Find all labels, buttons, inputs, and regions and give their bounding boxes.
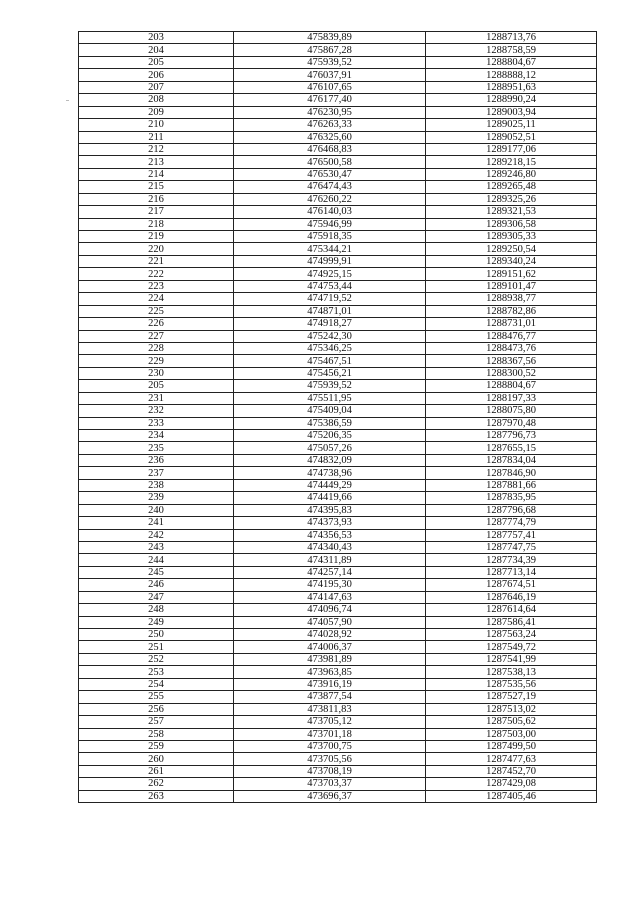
point-number-cell: 204 (79, 44, 234, 56)
point-number-cell: 236 (79, 454, 234, 466)
x-coordinate-cell: 474356,53 (234, 529, 426, 541)
y-coordinate-cell: 1287541,99 (426, 653, 597, 665)
table-row (79, 56, 597, 68)
x-coordinate-cell: 476260,22 (234, 193, 426, 205)
x-coordinate-cell: 475409,04 (234, 405, 426, 417)
x-coordinate-cell: 475918,35 (234, 231, 426, 243)
y-coordinate-cell: 1289325,26 (426, 193, 597, 205)
x-coordinate-cell: 473696,37 (234, 790, 426, 802)
point-number-cell: 261 (79, 765, 234, 777)
table-row (79, 790, 597, 802)
x-coordinate-cell: 474340,43 (234, 541, 426, 553)
y-coordinate-cell: 1289151,62 (426, 268, 597, 280)
y-coordinate-cell: 1289340,24 (426, 255, 597, 267)
x-coordinate-cell: 476500,58 (234, 156, 426, 168)
y-coordinate-cell: 1287881,66 (426, 479, 597, 491)
x-coordinate-cell: 475946,99 (234, 218, 426, 230)
x-coordinate-cell: 476325,60 (234, 131, 426, 143)
x-coordinate-cell: 474311,89 (234, 554, 426, 566)
table-row (79, 131, 597, 143)
table-row (79, 716, 597, 728)
x-coordinate-cell: 474195,30 (234, 579, 426, 591)
y-coordinate-cell: 1289218,15 (426, 156, 597, 168)
table-row (79, 342, 597, 354)
x-coordinate-cell: 474419,66 (234, 492, 426, 504)
point-number-cell: 230 (79, 367, 234, 379)
y-coordinate-cell: 1287655,15 (426, 442, 597, 454)
y-coordinate-cell: 1289025,11 (426, 119, 597, 131)
point-number-cell: 222 (79, 268, 234, 280)
table-row (79, 454, 597, 466)
point-number-cell: 245 (79, 566, 234, 578)
point-number-cell: 211 (79, 131, 234, 143)
table-row (79, 728, 597, 740)
table-row (79, 181, 597, 193)
y-coordinate-cell: 1288300,52 (426, 367, 597, 379)
x-coordinate-cell: 474871,01 (234, 305, 426, 317)
table-row (79, 504, 597, 516)
x-coordinate-cell: 475386,59 (234, 417, 426, 429)
table-row (79, 778, 597, 790)
table-row (79, 616, 597, 628)
point-number-cell: 253 (79, 666, 234, 678)
x-coordinate-cell: 475939,52 (234, 56, 426, 68)
table-row (79, 765, 597, 777)
point-number-cell: 217 (79, 206, 234, 218)
point-number-cell: 215 (79, 181, 234, 193)
point-number-cell: 208 (79, 94, 234, 106)
x-coordinate-cell: 476468,83 (234, 143, 426, 155)
x-coordinate-cell: 474057,90 (234, 616, 426, 628)
y-coordinate-cell: 1289321,53 (426, 206, 597, 218)
point-number-cell: 218 (79, 218, 234, 230)
y-coordinate-cell: 1287538,13 (426, 666, 597, 678)
x-coordinate-cell: 475467,51 (234, 355, 426, 367)
y-coordinate-cell: 1289101,47 (426, 280, 597, 292)
table-row (79, 318, 597, 330)
table-row (79, 305, 597, 317)
point-number-cell: 225 (79, 305, 234, 317)
table-row (79, 243, 597, 255)
table-row (79, 753, 597, 765)
table-row (79, 32, 597, 44)
point-number-cell: 234 (79, 430, 234, 442)
point-number-cell: 262 (79, 778, 234, 790)
y-coordinate-cell: 1287796,68 (426, 504, 597, 516)
table-row (79, 44, 597, 56)
y-coordinate-cell: 1288713,76 (426, 32, 597, 44)
table-row (79, 355, 597, 367)
table-row (79, 69, 597, 81)
table-row (79, 666, 597, 678)
point-number-cell: 224 (79, 293, 234, 305)
table-row (79, 106, 597, 118)
y-coordinate-cell: 1287527,19 (426, 691, 597, 703)
x-coordinate-cell: 474449,29 (234, 479, 426, 491)
point-number-cell: 238 (79, 479, 234, 491)
x-coordinate-cell: 473981,89 (234, 653, 426, 665)
y-coordinate-cell: 1288951,63 (426, 81, 597, 93)
x-coordinate-cell: 473700,75 (234, 740, 426, 752)
x-coordinate-cell: 476530,47 (234, 168, 426, 180)
x-coordinate-cell: 473703,37 (234, 778, 426, 790)
table-row (79, 442, 597, 454)
table-row (79, 330, 597, 342)
point-number-cell: 213 (79, 156, 234, 168)
point-number-cell: 246 (79, 579, 234, 591)
x-coordinate-cell: 475867,28 (234, 44, 426, 56)
x-coordinate-cell: 474918,27 (234, 318, 426, 330)
y-coordinate-cell: 1287713,14 (426, 566, 597, 578)
y-coordinate-cell: 1287834,04 (426, 454, 597, 466)
point-number-cell: 249 (79, 616, 234, 628)
table-row (79, 703, 597, 715)
y-coordinate-cell: 1287563,24 (426, 629, 597, 641)
point-number-cell: 241 (79, 517, 234, 529)
point-number-cell: 237 (79, 467, 234, 479)
table-row (79, 517, 597, 529)
point-number-cell: 257 (79, 716, 234, 728)
x-coordinate-cell: 474925,15 (234, 268, 426, 280)
y-coordinate-cell: 1288075,80 (426, 405, 597, 417)
point-number-cell: 216 (79, 193, 234, 205)
table-row (79, 541, 597, 553)
table-row (79, 231, 597, 243)
point-number-cell: 220 (79, 243, 234, 255)
x-coordinate-cell: 473705,56 (234, 753, 426, 765)
table-row (79, 579, 597, 591)
point-number-cell: 256 (79, 703, 234, 715)
point-number-cell: 219 (79, 231, 234, 243)
x-coordinate-cell: 475939,52 (234, 380, 426, 392)
y-coordinate-cell: 1287674,51 (426, 579, 597, 591)
x-coordinate-cell: 473963,85 (234, 666, 426, 678)
table-row (79, 94, 597, 106)
x-coordinate-cell: 475242,30 (234, 330, 426, 342)
x-coordinate-cell: 476037,91 (234, 69, 426, 81)
table-row (79, 119, 597, 131)
point-number-cell: 248 (79, 604, 234, 616)
y-coordinate-cell: 1287513,02 (426, 703, 597, 715)
point-number-cell: 255 (79, 691, 234, 703)
x-coordinate-cell: 476107,65 (234, 81, 426, 93)
point-number-cell: 240 (79, 504, 234, 516)
y-coordinate-cell: 1288758,59 (426, 44, 597, 56)
y-coordinate-cell: 1287757,41 (426, 529, 597, 541)
x-coordinate-cell: 475206,35 (234, 430, 426, 442)
y-coordinate-cell: 1287614,64 (426, 604, 597, 616)
x-coordinate-cell: 473916,19 (234, 678, 426, 690)
y-coordinate-cell: 1288938,77 (426, 293, 597, 305)
table-row (79, 417, 597, 429)
y-coordinate-cell: 1288476,77 (426, 330, 597, 342)
x-coordinate-cell: 474753,44 (234, 280, 426, 292)
table-row (79, 604, 597, 616)
table-row (79, 218, 597, 230)
y-coordinate-cell: 1287774,79 (426, 517, 597, 529)
point-number-cell: 226 (79, 318, 234, 330)
table-row (79, 740, 597, 752)
table-row (79, 81, 597, 93)
point-number-cell: 263 (79, 790, 234, 802)
table-row (79, 678, 597, 690)
x-coordinate-cell: 474373,93 (234, 517, 426, 529)
x-coordinate-cell: 476230,95 (234, 106, 426, 118)
point-number-cell: 254 (79, 678, 234, 690)
x-coordinate-cell: 475344,21 (234, 243, 426, 255)
table-row (79, 479, 597, 491)
y-coordinate-cell: 1288888,12 (426, 69, 597, 81)
point-number-cell: 223 (79, 280, 234, 292)
table-row (79, 405, 597, 417)
y-coordinate-cell: 1287846,90 (426, 467, 597, 479)
y-coordinate-cell: 1287499,50 (426, 740, 597, 752)
x-coordinate-cell: 473708,19 (234, 765, 426, 777)
y-coordinate-cell: 1287477,63 (426, 753, 597, 765)
table-row (79, 492, 597, 504)
x-coordinate-cell: 474719,52 (234, 293, 426, 305)
point-number-cell: 221 (79, 255, 234, 267)
point-number-cell: 207 (79, 81, 234, 93)
point-number-cell: 210 (79, 119, 234, 131)
table-row (79, 156, 597, 168)
point-number-cell: 228 (79, 342, 234, 354)
y-coordinate-cell: 1287429,08 (426, 778, 597, 790)
table-row (79, 430, 597, 442)
y-coordinate-cell: 1287586,41 (426, 616, 597, 628)
x-coordinate-cell: 475057,26 (234, 442, 426, 454)
y-coordinate-cell: 1287549,72 (426, 641, 597, 653)
point-number-cell: 206 (79, 69, 234, 81)
y-coordinate-cell: 1287835,95 (426, 492, 597, 504)
table-row (79, 193, 597, 205)
point-number-cell: 229 (79, 355, 234, 367)
point-number-cell: 242 (79, 529, 234, 541)
x-coordinate-cell: 475456,21 (234, 367, 426, 379)
x-coordinate-cell: 476177,40 (234, 94, 426, 106)
x-coordinate-cell: 476263,33 (234, 119, 426, 131)
y-coordinate-cell: 1289052,51 (426, 131, 597, 143)
y-coordinate-cell: 1289306,58 (426, 218, 597, 230)
table-row (79, 168, 597, 180)
table-row (79, 268, 597, 280)
table-row (79, 280, 597, 292)
y-coordinate-cell: 1289305,33 (426, 231, 597, 243)
table-row (79, 392, 597, 404)
point-number-cell: 227 (79, 330, 234, 342)
y-coordinate-cell: 1289265,48 (426, 181, 597, 193)
point-number-cell: 259 (79, 740, 234, 752)
table-row (79, 653, 597, 665)
y-coordinate-cell: 1289177,06 (426, 143, 597, 155)
point-number-cell: 247 (79, 591, 234, 603)
table-row (79, 691, 597, 703)
point-number-cell: 232 (79, 405, 234, 417)
x-coordinate-cell: 475511,95 (234, 392, 426, 404)
y-coordinate-cell: 1288990,24 (426, 94, 597, 106)
point-number-cell: 244 (79, 554, 234, 566)
y-coordinate-cell: 1289250,54 (426, 243, 597, 255)
y-coordinate-cell: 1287505,62 (426, 716, 597, 728)
y-coordinate-cell: 1288473,76 (426, 342, 597, 354)
x-coordinate-cell: 474738,96 (234, 467, 426, 479)
x-coordinate-cell: 474832,09 (234, 454, 426, 466)
point-number-cell: 243 (79, 541, 234, 553)
table-row (79, 206, 597, 218)
y-coordinate-cell: 1287452,70 (426, 765, 597, 777)
point-number-cell: 231 (79, 392, 234, 404)
table-row (79, 367, 597, 379)
y-coordinate-cell: 1287535,56 (426, 678, 597, 690)
point-number-cell: 214 (79, 168, 234, 180)
x-coordinate-cell: 473811,83 (234, 703, 426, 715)
y-coordinate-cell: 1288731,01 (426, 318, 597, 330)
x-coordinate-cell: 474028,92 (234, 629, 426, 641)
point-number-cell: 205 (79, 56, 234, 68)
y-coordinate-cell: 1288782,86 (426, 305, 597, 317)
table-row (79, 380, 597, 392)
y-coordinate-cell: 1288804,67 (426, 380, 597, 392)
table-row (79, 566, 597, 578)
x-coordinate-cell: 473701,18 (234, 728, 426, 740)
x-coordinate-cell: 474395,83 (234, 504, 426, 516)
point-number-cell: 251 (79, 641, 234, 653)
table-row (79, 641, 597, 653)
table-row (79, 629, 597, 641)
x-coordinate-cell: 475839,89 (234, 32, 426, 44)
x-coordinate-cell: 476474,43 (234, 181, 426, 193)
x-coordinate-cell: 474147,63 (234, 591, 426, 603)
coordinates-table-body (79, 32, 597, 803)
table-row (79, 554, 597, 566)
x-coordinate-cell: 474096,74 (234, 604, 426, 616)
point-number-cell: 212 (79, 143, 234, 155)
table-row (79, 293, 597, 305)
point-number-cell: 250 (79, 629, 234, 641)
point-number-cell: 205 (79, 380, 234, 392)
point-number-cell: 260 (79, 753, 234, 765)
point-number-cell: 209 (79, 106, 234, 118)
x-coordinate-cell: 473877,54 (234, 691, 426, 703)
table-row (79, 591, 597, 603)
point-number-cell: 252 (79, 653, 234, 665)
x-coordinate-cell: 476140,03 (234, 206, 426, 218)
coordinates-table (78, 31, 597, 803)
y-coordinate-cell: 1288804,67 (426, 56, 597, 68)
table-row (79, 143, 597, 155)
x-coordinate-cell: 474999,91 (234, 255, 426, 267)
point-number-cell: 203 (79, 32, 234, 44)
point-number-cell: 235 (79, 442, 234, 454)
y-coordinate-cell: 1287405,46 (426, 790, 597, 802)
y-coordinate-cell: 1288197,33 (426, 392, 597, 404)
point-number-cell: 258 (79, 728, 234, 740)
y-coordinate-cell: 1288367,56 (426, 355, 597, 367)
y-coordinate-cell: 1289246,80 (426, 168, 597, 180)
y-coordinate-cell: 1287734,39 (426, 554, 597, 566)
scan-mark (66, 100, 69, 101)
table-row (79, 255, 597, 267)
y-coordinate-cell: 1289003,94 (426, 106, 597, 118)
table-row (79, 467, 597, 479)
x-coordinate-cell: 475346,25 (234, 342, 426, 354)
y-coordinate-cell: 1287503,00 (426, 728, 597, 740)
y-coordinate-cell: 1287646,19 (426, 591, 597, 603)
y-coordinate-cell: 1287970,48 (426, 417, 597, 429)
point-number-cell: 239 (79, 492, 234, 504)
table-row (79, 529, 597, 541)
x-coordinate-cell: 473705,12 (234, 716, 426, 728)
x-coordinate-cell: 474006,37 (234, 641, 426, 653)
y-coordinate-cell: 1287796,73 (426, 430, 597, 442)
y-coordinate-cell: 1287747,75 (426, 541, 597, 553)
point-number-cell: 233 (79, 417, 234, 429)
x-coordinate-cell: 474257,14 (234, 566, 426, 578)
